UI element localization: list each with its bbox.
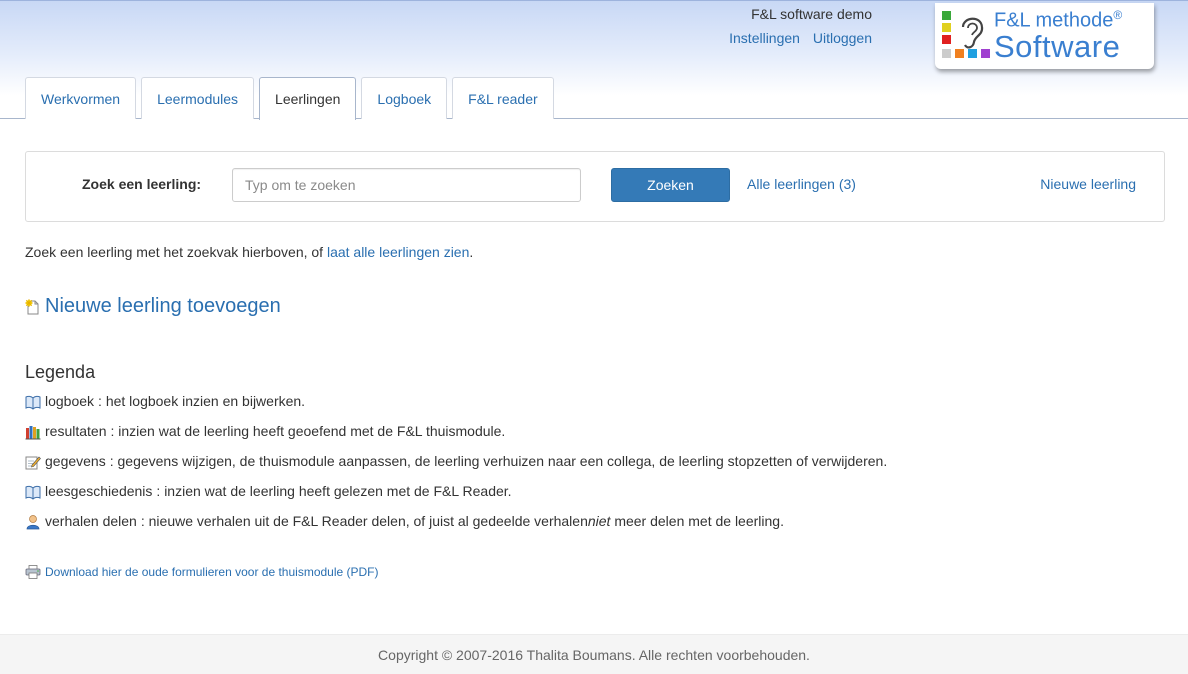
search-panel <box>25 151 1165 222</box>
intro-text: Zoek een leerling met het zoekvak hierboven, of laat alle leerlingen zien. <box>25 244 474 260</box>
book-icon <box>25 484 41 500</box>
logo-title: F&L methode® <box>994 8 1123 32</box>
new-document-icon <box>25 299 41 315</box>
search-label: Zoek een leerling: <box>82 176 202 192</box>
tab-werkvormen[interactable]: Werkvormen <box>25 77 136 119</box>
fl-logo[interactable] <box>935 3 1154 69</box>
download-forms <box>25 565 379 579</box>
legend-term: verhalen delen <box>45 513 137 529</box>
legend-desc-before: nieuwe verhalen uit de F&L Reader delen, of juist al gedeelde verhalen <box>148 513 588 529</box>
legend-term: leesgeschiedenis <box>45 483 153 499</box>
download-forms-link[interactable]: Download hier de oude formulieren voor de thuismodule (PDF) <box>45 565 379 579</box>
logo-subtitle: Software <box>994 29 1121 64</box>
page-footer <box>0 634 1188 674</box>
add-student-link[interactable]: Nieuwe leerling toevoegen <box>45 295 281 317</box>
legend-desc: inzien wat de leerling heeft gelezen met de F&L Reader. <box>164 483 512 499</box>
legend-item: leesgeschiedenis : inzien wat de leerling heeft gelezen met de F&L Reader. <box>25 483 887 513</box>
user-block <box>672 6 872 46</box>
tab-fl-reader[interactable]: F&L reader <box>452 77 554 119</box>
new-student-link[interactable]: Nieuwe leerling <box>1040 176 1136 192</box>
search-input[interactable] <box>232 168 581 202</box>
user-name: F&L software demo <box>751 6 872 22</box>
legend-desc-emphasis: niet <box>587 513 611 529</box>
book-icon <box>25 394 41 410</box>
edit-icon <box>25 454 41 470</box>
books-icon <box>25 424 41 440</box>
tab-leerlingen[interactable]: Leerlingen <box>259 77 356 120</box>
legend-term: resultaten <box>45 423 107 439</box>
tab-leermodules[interactable]: Leermodules <box>141 77 254 119</box>
copyright-text: Copyright © 2007-2016 Thalita Boumans. Alle rechten voorbehouden. <box>378 647 810 663</box>
tab-logboek[interactable]: Logboek <box>361 77 447 119</box>
add-student <box>25 295 281 318</box>
printer-icon <box>25 565 41 579</box>
legend-desc: inzien wat de leerling heeft geoefend met de F&L thuismodule. <box>118 423 506 439</box>
legend-list <box>25 393 887 543</box>
legend-desc: gegevens wijzigen, de thuismodule aanpassen, de leerling verhuizen naar een collega, de leerling stopzetten of verwijderen. <box>117 453 888 469</box>
legend-title: Legenda <box>25 362 96 382</box>
legend-term: gegevens <box>45 453 106 469</box>
logout-link[interactable]: Uitloggen <box>812 30 872 46</box>
legend-item: resultaten : inzien wat de leerling heeft geoefend met de F&L thuismodule. <box>25 423 887 453</box>
legend-item: logboek : het logboek inzien en bijwerken. <box>25 393 887 423</box>
legend-desc-after: meer delen met de leerling. <box>610 513 784 529</box>
user-links <box>672 30 872 46</box>
ear-icon <box>955 11 989 53</box>
all-students-link[interactable]: Alle leerlingen (3) <box>747 176 856 192</box>
search-button[interactable]: Zoeken <box>611 168 730 202</box>
legend-item: gegevens : gegevens wijzigen, de thuismodule aanpassen, de leerling verhuizen naar een collega, de leerling stopzetten of verwijderen. <box>25 453 887 483</box>
user-icon <box>25 514 41 530</box>
legend-item: verhalen delen : nieuwe verhalen uit de F&L Reader delen, of juist al gedeelde verhalen niet meer delen met de leerling. <box>25 513 887 543</box>
main-tabs <box>25 77 559 119</box>
show-all-link[interactable]: laat alle leerlingen zien <box>326 244 470 260</box>
legend-term: logboek <box>45 393 95 409</box>
settings-link[interactable]: Instellingen <box>729 30 800 46</box>
legend-desc: het logboek inzien en bijwerken. <box>105 393 306 409</box>
